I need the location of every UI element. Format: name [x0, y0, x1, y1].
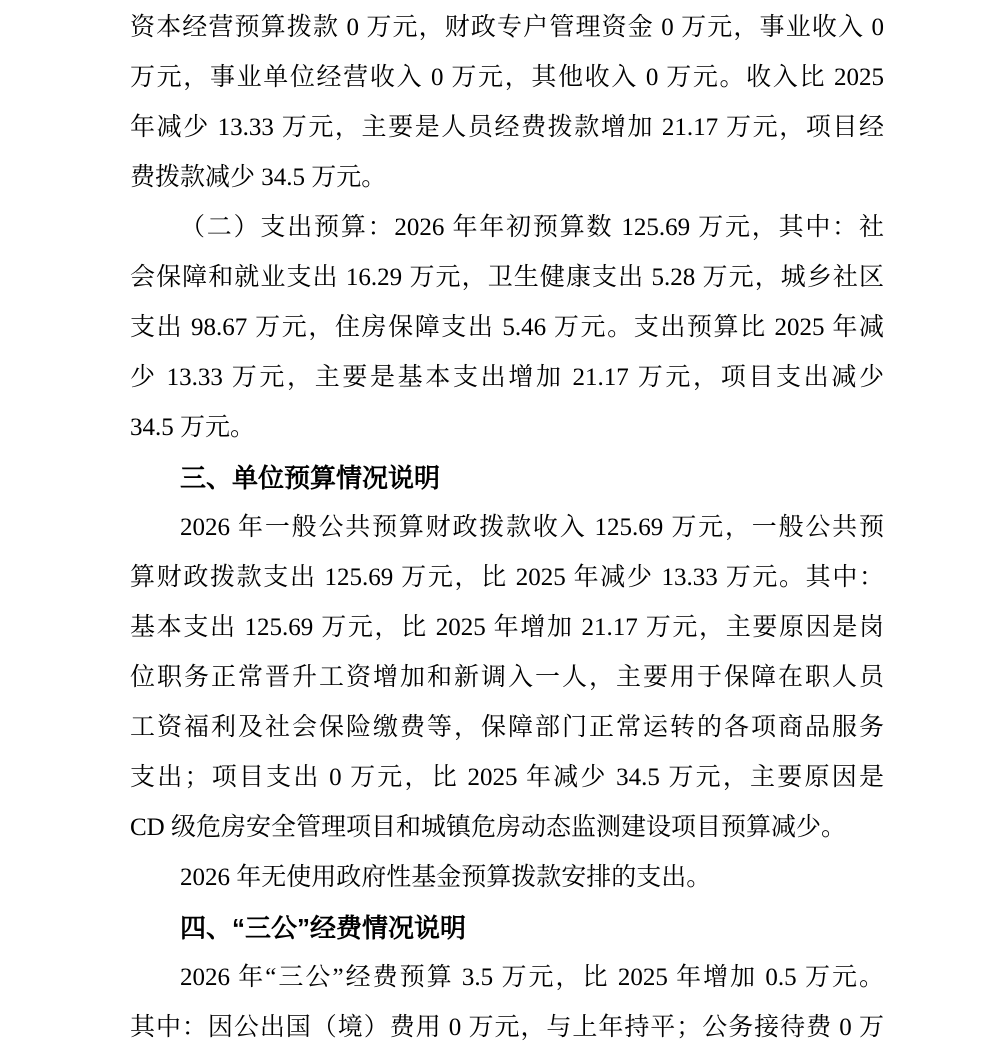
text-line: 少 13.33 万元，主要是基本支出增加 21.17 万元，项目支出减少 — [130, 364, 884, 391]
text-line: 资本经营预算拨款 0 万元，财政专户管理资金 0 万元，事业收入 0 — [130, 14, 884, 41]
text-line: 万元，事业单位经营收入 0 万元，其他收入 0 万元。收入比 2025 — [130, 64, 884, 91]
text-line: 费拨款减少 34.5 万元。 — [130, 164, 387, 191]
text-line: 位职务正常晋升工资增加和新调入一人，主要用于保障在职人员 — [130, 664, 884, 691]
section-heading: 三、单位预算情况说明 — [180, 463, 441, 493]
text-line: 2026 年无使用政府性基金预算拨款安排的支出。 — [180, 864, 712, 891]
text-line: CD 级危房安全管理项目和城镇危房动态监测建设项目预算减少。 — [130, 814, 846, 841]
text-line: 支出；项目支出 0 万元，比 2025 年减少 34.5 万元，主要原因是 — [130, 764, 884, 791]
text-line: 支出 98.67 万元，住房保障支出 5.46 万元。支出预算比 2025 年减 — [130, 314, 884, 341]
text-line: 2026 年一般公共预算财政拨款收入 125.69 万元，一般公共预 — [180, 514, 884, 541]
text-line: 会保障和就业支出 16.29 万元，卫生健康支出 5.28 万元，城乡社区 — [130, 264, 884, 291]
text-line: 34.5 万元。 — [130, 414, 256, 441]
text-line: 工资福利及社会保险缴费等，保障部门正常运转的各项商品服务 — [130, 714, 884, 741]
text-line: （二）支出预算：2026 年年初预算数 125.69 万元，其中：社 — [180, 214, 884, 241]
text-line: 其中：因公出国（境）费用 0 万元，与上年持平；公务接待费 0 万 — [130, 1014, 884, 1041]
text-line: 年减少 13.33 万元，主要是人员经费拨款增加 21.17 万元，项目经 — [130, 114, 884, 141]
text-line: 基本支出 125.69 万元，比 2025 年增加 21.17 万元，主要原因是岗 — [130, 614, 884, 641]
document-content — [130, 3, 884, 1053]
text-line: 2026 年“三公”经费预算 3.5 万元，比 2025 年增加 0.5 万元。 — [180, 964, 884, 991]
section-heading: 四、“三公”经费情况说明 — [180, 913, 467, 943]
text-line: 算财政拨款支出 125.69 万元，比 2025 年减少 13.33 万元。其中： — [130, 564, 884, 591]
